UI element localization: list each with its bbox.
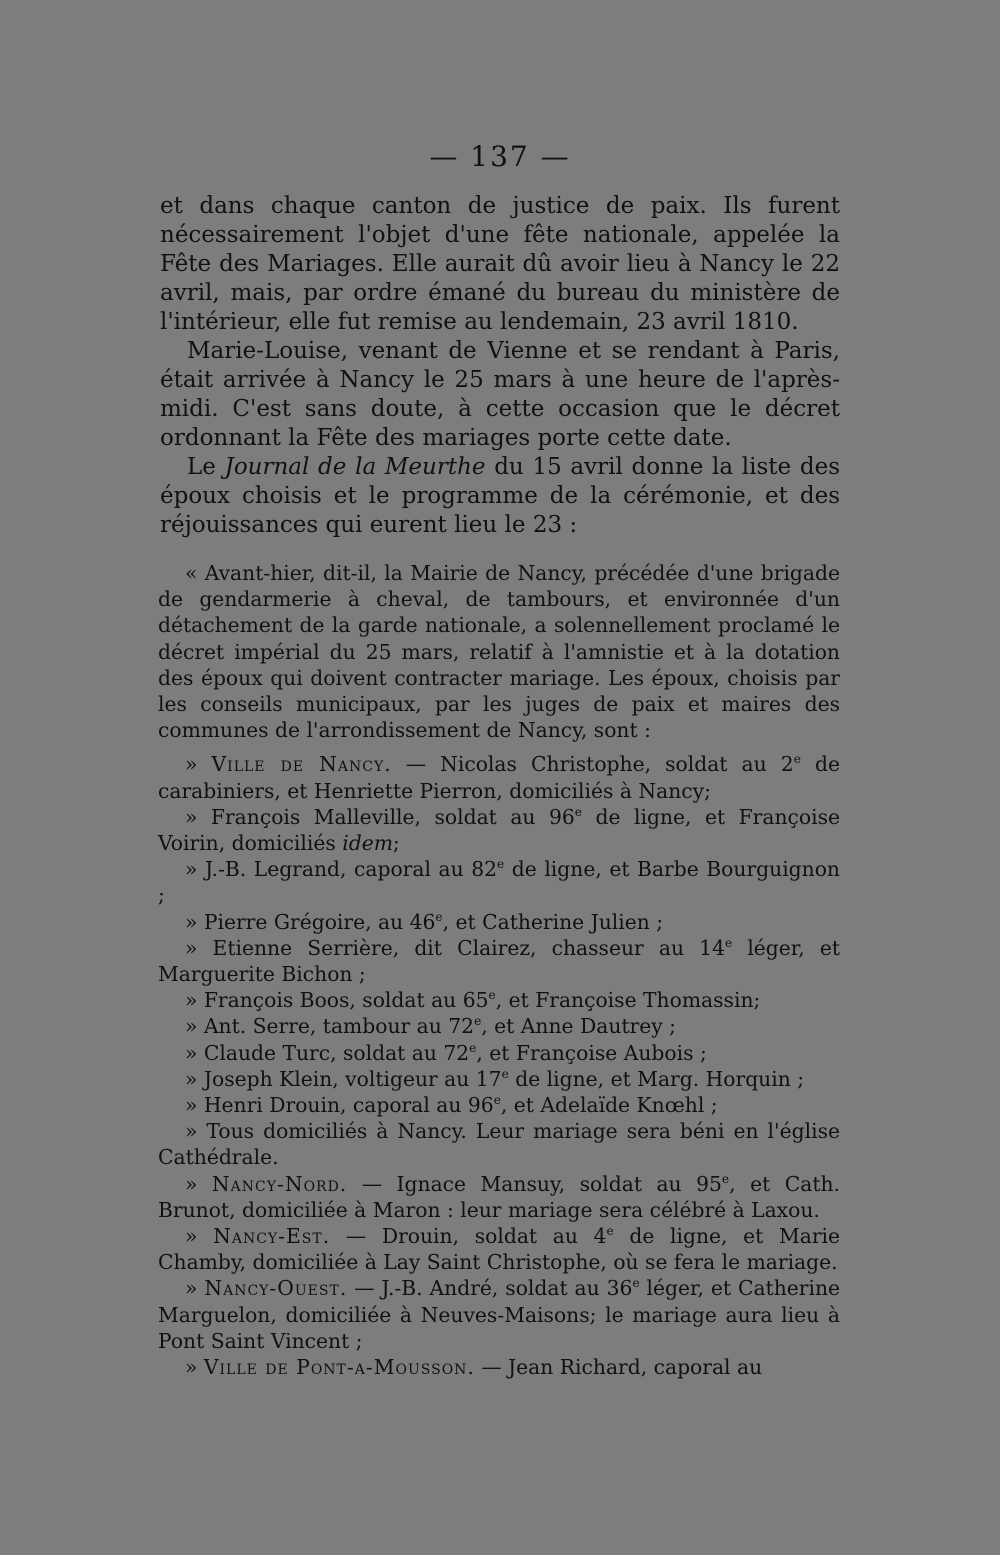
entry-superscript: e — [574, 805, 582, 820]
entry-place-label: Nancy-Ouest. — [204, 1276, 348, 1301]
entry-henri-drouin — [158, 1092, 840, 1118]
entry-text: » Ant. Serre, tambour au 72 — [185, 1014, 475, 1039]
paragraph-marie-louise: Marie-Louise, venant de Vienne et se rendant à Paris, était arrivée à Nancy le 25 mars à une heure de l'après-midi. C'est sans doute, à cette occasion que le décret ordonnant la Fête des mariages porte cette date. — [160, 338, 840, 451]
entry-text: » Joseph Klein, voltigeur au 17 — [185, 1066, 502, 1091]
entry-malleville — [158, 804, 840, 856]
entry-boos — [158, 987, 840, 1013]
entry-ville-de-nancy — [158, 751, 840, 803]
entry-serriere — [158, 935, 840, 987]
entry-superscript: e — [724, 936, 733, 951]
entry-text-cont: léger, et Marguerite Bichon ; — [158, 935, 840, 987]
entry-text: — Nicolas Christophe, soldat au 2 — [391, 752, 794, 777]
entry-prefix: » — [185, 1276, 205, 1301]
entry-text-end: ; — [392, 831, 400, 856]
entry-superscript: e — [501, 1067, 509, 1082]
entry-superscript: e — [793, 752, 801, 767]
entry-text-cont: de ligne, et Marie Chamby, domiciliée à Lay Saint Christophe, où se fera le mariage. — [158, 1224, 841, 1275]
entry-tous-domicilies: » Tous domiciliés à Nancy. Leur mariage sera béni en l'église Cathédrale. — [158, 1119, 840, 1170]
entry-superscript: e — [474, 1014, 482, 1029]
entry-text: » Pierre Grégoire, au 46 — [185, 909, 436, 934]
entry-text-cont: , et Catherine Julien ; — [442, 909, 664, 934]
entry-superscript: e — [721, 1171, 730, 1186]
entry-superscript: e — [606, 1224, 614, 1239]
journal-title: Journal de la Meurthe — [224, 454, 486, 480]
entry-text: » J.-B. Legrand, caporal au 82 — [185, 857, 498, 882]
journal-para-after: du 15 avril donne la liste des époux choisis et le programme de la cérémonie, et des réjouissances qui eurent lieu le 23 : — [160, 454, 840, 538]
entry-text-cont: léger, et Catherine Marguelon, domiciliée à Neuves-Maisons; le mariage aura lieu à Pont Saint Vincent ; — [158, 1276, 841, 1353]
entry-place-label: Nancy-Nord. — [211, 1171, 348, 1196]
page-number: — 137 — — [429, 140, 571, 173]
entry-text-cont: de carabiniers, et Henriette Pierron, domiciliés à Nancy; — [158, 752, 841, 803]
entry-text-cont: , et Adelaïde Knœhl ; — [500, 1093, 718, 1118]
entry-text: » François Malleville, soldat au 96 — [185, 804, 575, 829]
entry-turc — [158, 1040, 840, 1066]
entry-text-cont: , et Françoise Thomassin; — [495, 988, 761, 1013]
entry-superscript: e — [469, 1040, 477, 1055]
entry-prefix: » — [185, 752, 212, 777]
entry-nancy-ouest — [158, 1275, 840, 1354]
entry-pont-a-mousson — [158, 1354, 840, 1380]
entry-superscript: e — [435, 909, 443, 924]
entry-nancy-est — [158, 1223, 840, 1275]
entry-place-label: Ville de Nancy. — [211, 752, 392, 777]
entry-superscript: e — [497, 857, 505, 872]
entry-text-cont: de ligne, et Françoise Voirin, domiciliés — [158, 804, 840, 856]
entry-text-cont: , et Françoise Aubois ; — [476, 1040, 707, 1065]
entry-text: — J.-B. André, soldat au 36 — [347, 1276, 633, 1301]
entry-superscript: e — [493, 1093, 501, 1108]
entry-text: » Etienne Serrière, dit Clairez, chasseur au 14 — [185, 935, 725, 960]
entry-prefix: » — [185, 1355, 204, 1380]
main-text — [160, 192, 840, 540]
entry-text: » François Boos, soldat au 65 — [185, 988, 489, 1013]
entry-place-label: Ville de Pont-a-Mousson. — [203, 1355, 475, 1380]
entry-text: » Claude Turc, soldat au 72 — [185, 1040, 470, 1065]
entry-italic: idem — [342, 831, 393, 856]
entry-text-cont: de ligne, et Marg. Horquin ; — [508, 1066, 805, 1091]
entry-text-cont: de ligne, et Barbe Bourguignon ; — [158, 857, 840, 908]
entry-serre — [158, 1013, 840, 1039]
entry-text: » Henri Drouin, caporal au 96 — [185, 1093, 494, 1118]
entry-text-cont: , et Cath. Brunot, domiciliée à Maron : leur mariage sera célébré à Laxou. — [158, 1171, 840, 1222]
entry-text: — Drouin, soldat au 4 — [330, 1224, 607, 1249]
entry-prefix: » — [185, 1171, 212, 1196]
journal-para-before: Le — [187, 454, 225, 480]
quote-intro: « Avant-hier, dit-il, la Mairie de Nancy, précédée d'une brigade de gendarmerie à cheval, de tambours, et environnée d'un détachement de la garde nationale, a solennellement proclamé le décret impérial du 25 mars, relatif à l'amnistie et à la dotation des époux qui doivent contracter mariage. Les époux, choisis par les conseils municipaux, par les juges de paix et maires des communes de l'arrondissement de Nancy, sont : — [158, 561, 840, 743]
quoted-list — [158, 560, 840, 1380]
entry-legrand — [158, 856, 840, 908]
entry-place-label: Nancy-Est. — [213, 1224, 331, 1249]
entry-nancy-nord — [158, 1171, 840, 1223]
entry-prefix: » — [185, 1224, 214, 1249]
entry-text-cont: , et Anne Dautrey ; — [481, 1014, 676, 1039]
paragraph-journal — [160, 453, 840, 540]
entry-superscript: e — [632, 1276, 640, 1291]
paragraph-fete-des-mariages: et dans chaque canton de justice de paix. Ils furent nécessairement l'objet d'une fête nationale, appelée la Fête des Mariages. Elle aurait dû avoir lieu à Nancy le 22 avril, mais, par ordre émané du bureau du ministère de l'intérieur, elle fut remise au lendemain, 23 avril 1810. — [160, 193, 840, 335]
entry-text: — Ignace Mansuy, soldat au 95 — [347, 1171, 722, 1196]
entry-klein — [158, 1066, 840, 1092]
entry-gregoire — [158, 909, 840, 935]
entry-superscript: e — [488, 988, 496, 1003]
entry-text: — Jean Richard, caporal au — [474, 1355, 763, 1380]
